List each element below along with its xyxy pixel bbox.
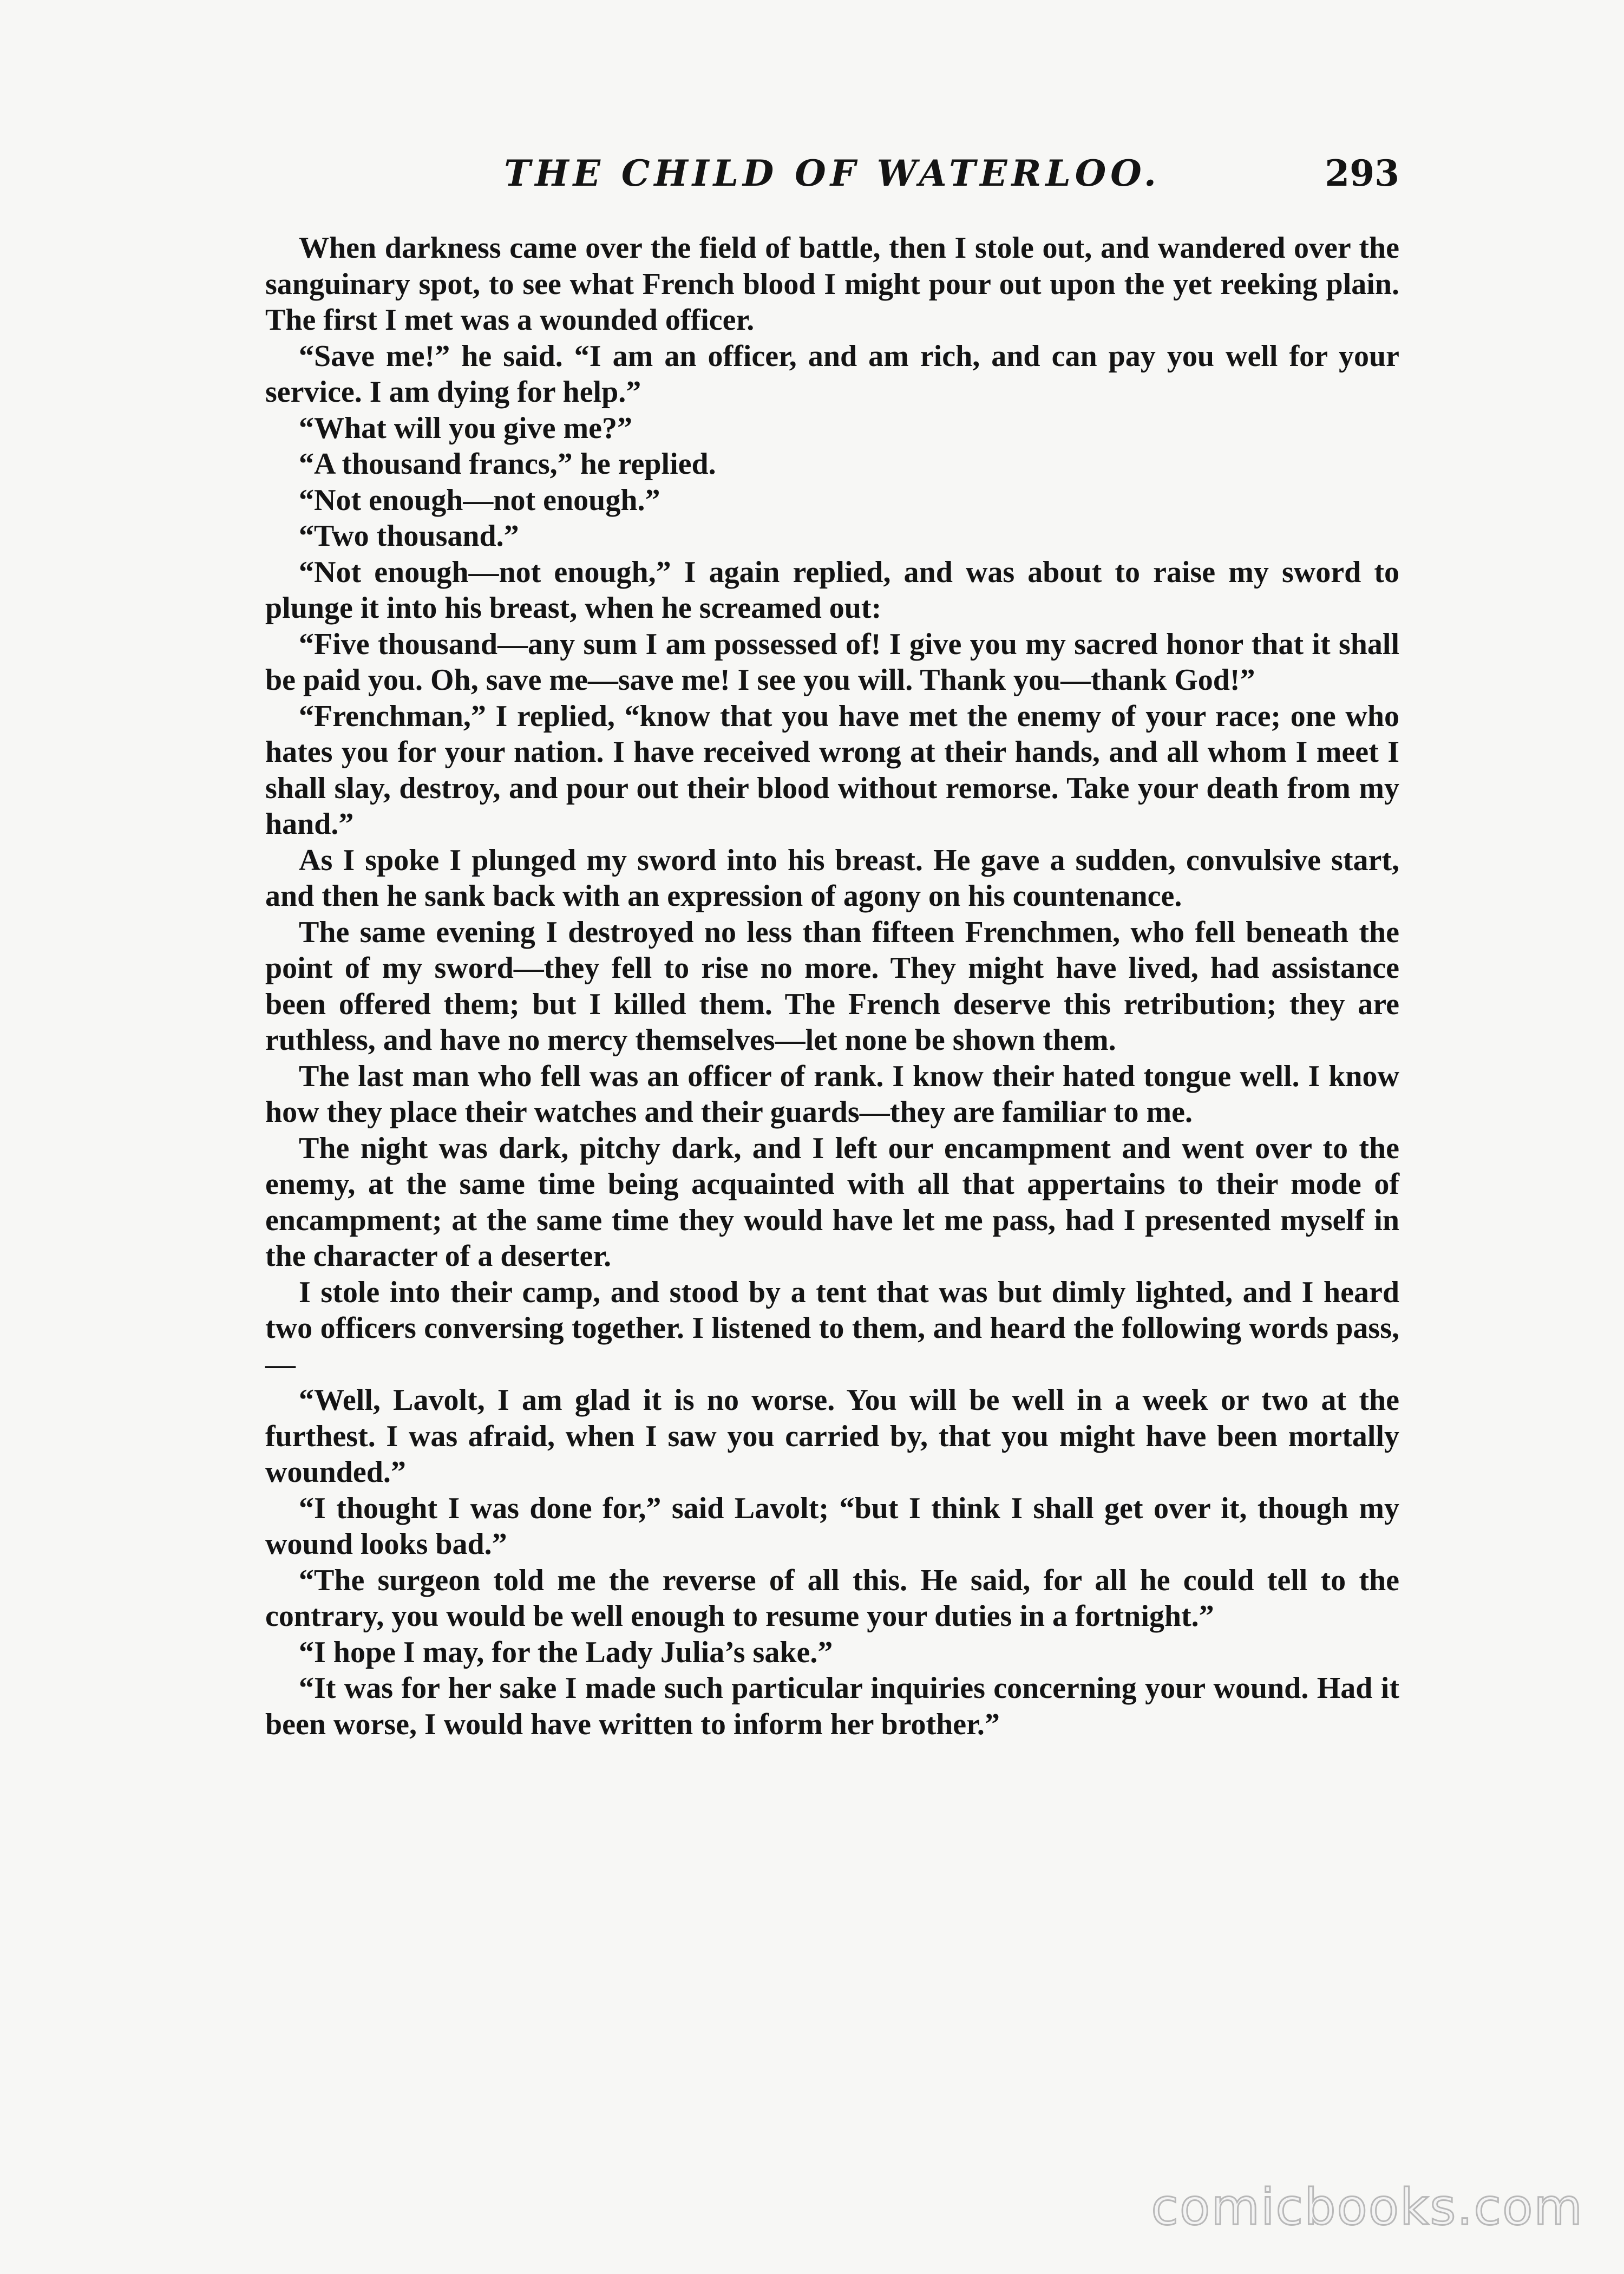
paragraph-16: “I thought I was done for,” said Lavolt; “but I think I shall get over it, though my wound looks bad.”: [265, 1491, 1399, 1561]
watermark: comicbooks.com: [1151, 2178, 1583, 2236]
paragraph-15: “Well, Lavolt, I am glad it is no worse. You will be well in a week or two at the furthest. I was afraid, when I saw you carried by, that you might have been mortally wounded.”: [265, 1383, 1399, 1489]
paragraph-14: I stole into their camp, and stood by a tent that was but dimly lighted, and I heard two officers conversing together. I listened to them, and heard the following words pass,—: [265, 1275, 1399, 1381]
paragraph-10: As I spoke I plunged my sword into his breast. He gave a sudden, convulsive start, and then he sank back with an expression of agony on his countenance.: [265, 843, 1399, 913]
paragraph-19: “It was for her sake I made such particular inquiries concerning your wound. Had it been worse, I would have written to inform her brother.”: [265, 1671, 1399, 1741]
paragraph-8: “Five thousand—any sum I am possessed of! I give you my sacred honor that it shall be paid you. Oh, save me—save me! I see you will. Thank you—thank God!”: [265, 627, 1399, 697]
paragraph-6: “Two thousand.”: [299, 519, 519, 553]
paragraph-2: “Save me!” he said. “I am an officer, and am rich, and can pay you well for your service. I am dying for help.”: [265, 339, 1399, 409]
page-number: 293: [1325, 152, 1399, 194]
paragraph-4: “A thousand francs,” he replied.: [299, 447, 716, 481]
paragraph-17: “The surgeon told me the reverse of all this. He said, for all he could tell to the contrary, you would be well enough to resume your duties in a fortnight.”: [265, 1563, 1399, 1633]
paragraph-5: “Not enough—not enough.”: [299, 483, 660, 517]
paragraph-9: “Frenchman,” I replied, “know that you have met the enemy of your race; one who hates you for your nation. I have received wrong at their hands, and all whom I meet I shall slay, destroy, and pour out their blood without remorse. Take your death from my hand.”: [265, 699, 1399, 841]
paragraph-12: The last man who fell was an officer of rank. I know their hated tongue well. I know how they place their watches and their guards—they are familiar to me.: [265, 1059, 1399, 1129]
body-text: [265, 230, 1399, 1742]
running-title: THE CHILD OF WATERLOO.: [504, 152, 1161, 194]
paragraph-7: “Not enough—not enough,” I again replied, and was about to raise my sword to plunge it into his breast, when he screamed out:: [265, 555, 1399, 625]
paragraph-11: The same evening I destroyed no less than fifteen Frenchmen, who fell beneath the point of my sword—they fell to rise no more. They might have lived, had assistance been offered them; but I killed them. The French deserve this retribution; they are ruthless, and have no mercy themselves—let none be shown them.: [265, 915, 1399, 1057]
paragraph-13: The night was dark, pitchy dark, and I left our encampment and went over to the enemy, at the same time being acquainted with all that appertains to their mode of encampment; at the same time they would have let me pass, had I presented myself in the character of a deserter.: [265, 1131, 1399, 1273]
paragraph-18: “I hope I may, for the Lady Julia’s sake.”: [299, 1635, 833, 1669]
paragraph-1: When darkness came over the field of battle, then I stole out, and wandered over the sanguinary spot, to see what French blood I might pour out upon the yet reeking plain. The first I met was a wounded officer.: [265, 231, 1399, 337]
paragraph-3: “What will you give me?”: [299, 411, 632, 445]
running-head: [265, 149, 1399, 198]
